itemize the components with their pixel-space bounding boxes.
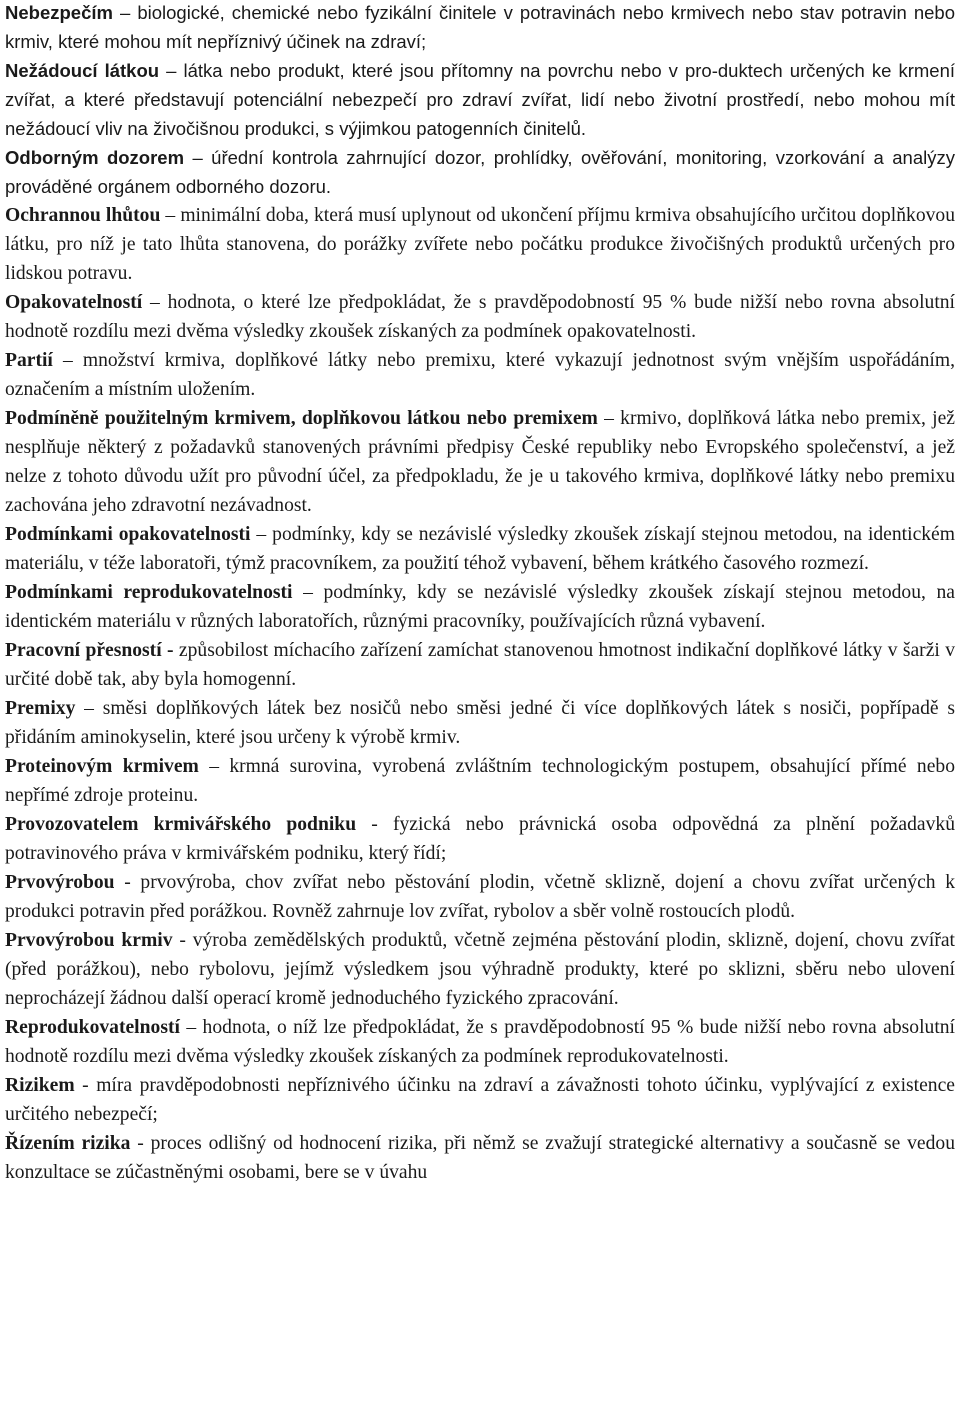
definition-reprodukovatelnost <box>5 1013 955 1071</box>
definition-term: Reprodukovatelností <box>5 1017 180 1038</box>
definition-text: směsi doplňkových látek bez nosičů nebo směsi jedné či více doplňkových látek s nosiči, popřípadě s přidáním aminokyselin, které jsou určeny k výrobě krmiv. <box>5 698 955 748</box>
definition-separator: - <box>172 930 193 951</box>
definition-text: fyzická nebo právnická osoba odpovědná za plnění požadavků potravinového práva v krmivářském podniku, který řídí; <box>5 814 956 864</box>
definition-term: Premixy <box>5 698 76 719</box>
definition-term: Partií <box>5 350 53 371</box>
definition-separator: – <box>198 756 230 777</box>
definition-riziko <box>5 1071 955 1129</box>
definition-odborny-dozor <box>5 143 955 201</box>
definition-term: Proteinovým krmivem <box>5 756 199 777</box>
definition-prvovyroba-krmiv <box>5 926 955 1013</box>
definition-separator: – <box>75 698 103 719</box>
definition-opakovatelnost <box>5 288 955 346</box>
definition-text: krmná surovina, vyrobená zvláštním technologickým postupem, obsahující přímé nebo nepřímé zdroje proteinu. <box>5 756 955 806</box>
definition-text: míra pravděpodobnosti nepříznivého účinku na zdraví a závažnosti tohoto účinku, vyplývající z existence určitého nebezpečí; <box>5 1075 955 1125</box>
definition-separator: – <box>597 408 621 429</box>
definition-term: Pracovní přesností - <box>5 640 174 661</box>
definition-term: Odborným dozorem <box>5 147 185 168</box>
definition-term: Rizikem <box>5 1075 75 1096</box>
document-page <box>5 0 955 1187</box>
definition-premixy <box>5 694 955 752</box>
definition-proteinove-krmivo <box>5 752 955 810</box>
definition-nezadouci-latka <box>5 56 955 143</box>
definition-term: Ochrannou lhůtou <box>5 205 161 226</box>
definition-separator: – <box>250 524 273 545</box>
definition-text: biologické, chemické nebo fyzikální činitele v potravinách nebo krmivech nebo stav potravin nebo krmiv, které mohou mít nepříznivý účinek na zdraví; <box>5 2 955 52</box>
definition-text: způsobilost míchacího zařízení zamíchat stanovenou hmotnost indikační doplňkové látky v šarži v určité době tak, aby byla homogenní. <box>5 640 955 690</box>
definition-ochranna-lhuta <box>5 201 955 288</box>
definition-text: krmivo, doplňková látka nebo premix, jež nesplňuje některý z požadavků stanovených právními předpisy České republiky nebo Evropského společenství, a jež nelze z tohoto důvodu užít pro původní účel, za předpokladu, že je u takového krmiva, doplňkové látky nebo premixu zachována jeho zdravotní nezávadnost. <box>5 408 956 516</box>
definition-prvovyroba <box>5 868 955 926</box>
definition-text: výroba zemědělských produktů, včetně zejména pěstování plodin, sklizně, dojení, chovu zvířat (před porážkou), nebo rybolovu, jejímž výsledkem jsou výhradně produkty, které po sklizni, sběru nebo ulovení neprocházejí žádnou další operací kromě jednoduchého fyzického zpracování. <box>5 930 955 1009</box>
definition-text: podmínky, kdy se nezávislé výsledky zkoušek získají stejnou metodou, na identickém materiálu, v téže laboratoři, týmž pracovníkem, za použití téhož vybavení, během krátkého časového rozmezí. <box>5 524 955 574</box>
definition-term: Prvovýrobou <box>5 872 115 893</box>
definition-provozovatel <box>5 810 955 868</box>
definition-pracovni-presnost <box>5 636 955 694</box>
definition-separator: – <box>292 582 324 603</box>
definition-podminky-opakovatelnosti <box>5 520 955 578</box>
definition-separator: – <box>179 1017 203 1038</box>
definition-term: Podmínkami opakovatelnosti <box>5 524 251 545</box>
definition-text: hodnota, o které lze předpokládat, že s pravděpodobností 95 % bude nižší nebo rovna absolutní hodnotě rozdílu mezi dvěma výsledky zkoušek získaných za podmínek opakovatelnosti. <box>5 292 956 342</box>
definition-rizeni-rizika <box>5 1129 955 1187</box>
definition-term: Provozovatelem krmivářského podniku <box>5 814 357 835</box>
definition-podminene-pouzitelne <box>5 404 955 520</box>
definition-separator: - <box>356 814 393 835</box>
definition-text: hodnota, o níž lze předpokládat, že s pravděpodobností 95 % bude nižší nebo rovna absolutní hodnotě rozdílu mezi dvěma výsledky zkoušek získaných za podmínek reprodukovatelnosti. <box>5 1017 956 1067</box>
definition-term: Prvovýrobou krmiv <box>5 930 173 951</box>
definition-term: Nežádoucí látkou <box>5 60 160 81</box>
definition-separator: - <box>130 1133 151 1154</box>
definition-text: prvovýroba, chov zvířat nebo pěstování plodin, včetně sklizně, dojení a chovu zvířat určených k produkci potravin před porážkou. Rovněž zahrnuje lov zvířat, rybolov a sběr volně rostoucích plodů. <box>5 872 955 922</box>
definition-text: množství krmiva, doplňkové látky nebo premixu, které vykazují jednotnost svým vnějším uspořádáním, označením a místním uložením. <box>5 350 956 400</box>
definition-term: Řízením rizika <box>5 1133 131 1154</box>
definition-separator: – <box>184 147 212 168</box>
definition-text: látka nebo produkt, které jsou přítomny na povrchu nebo v pro-duktech určených ke krmení zvířat, a které představují potenciální nebezpečí pro zdraví zvířat, lidí nebo životní prostředí, nebo mohou mít nežádoucí vliv na živočišnou produkci, s výjimkou patogenních činitelů. <box>5 60 955 139</box>
definition-separator: – <box>52 350 83 371</box>
definition-text: proces odlišný od hodnocení rizika, při němž se zvažují strategické alternativy a současně se vedou konzultace se zúčastněnými osobami, bere se v úvahu <box>5 1133 955 1183</box>
definition-separator: - <box>114 872 141 893</box>
definition-separator: – <box>142 292 168 313</box>
definition-text: podmínky, kdy se nezávislé výsledky zkoušek získají stejnou metodou, na identickém materiálu v různých laboratořích, různými pracovníky, používajících různá vybavení. <box>5 582 955 632</box>
definition-text: minimální doba, která musí uplynout od ukončení příjmu krmiva obsahujícího určitou doplňkovou látku, pro níž je tato lhůta stanovena, do porážky zvířete nebo počátku produkce živočišných produktů určených pro lidskou potravu. <box>5 205 956 284</box>
definition-term: Podmíněně použitelným krmivem, doplňkovou látkou nebo premixem <box>5 408 598 429</box>
definition-podminky-reprodukovatelnosti <box>5 578 955 636</box>
definition-term: Nebezpečím <box>5 2 113 23</box>
definition-term: Podmínkami reprodukovatelnosti <box>5 582 293 603</box>
definition-separator: – <box>159 60 184 81</box>
definition-text: úřední kontrola zahrnující dozor, prohlídky, ověřování, monitoring, vzorkování a analýzy prováděné orgánem odborného dozoru. <box>5 147 955 197</box>
definition-separator: – <box>160 205 181 226</box>
definition-separator: - <box>74 1075 97 1096</box>
definition-partie <box>5 346 955 404</box>
definition-separator: – <box>112 2 138 23</box>
definition-nebezpeci <box>5 0 955 56</box>
definition-term: Opakovatelností <box>5 292 143 313</box>
